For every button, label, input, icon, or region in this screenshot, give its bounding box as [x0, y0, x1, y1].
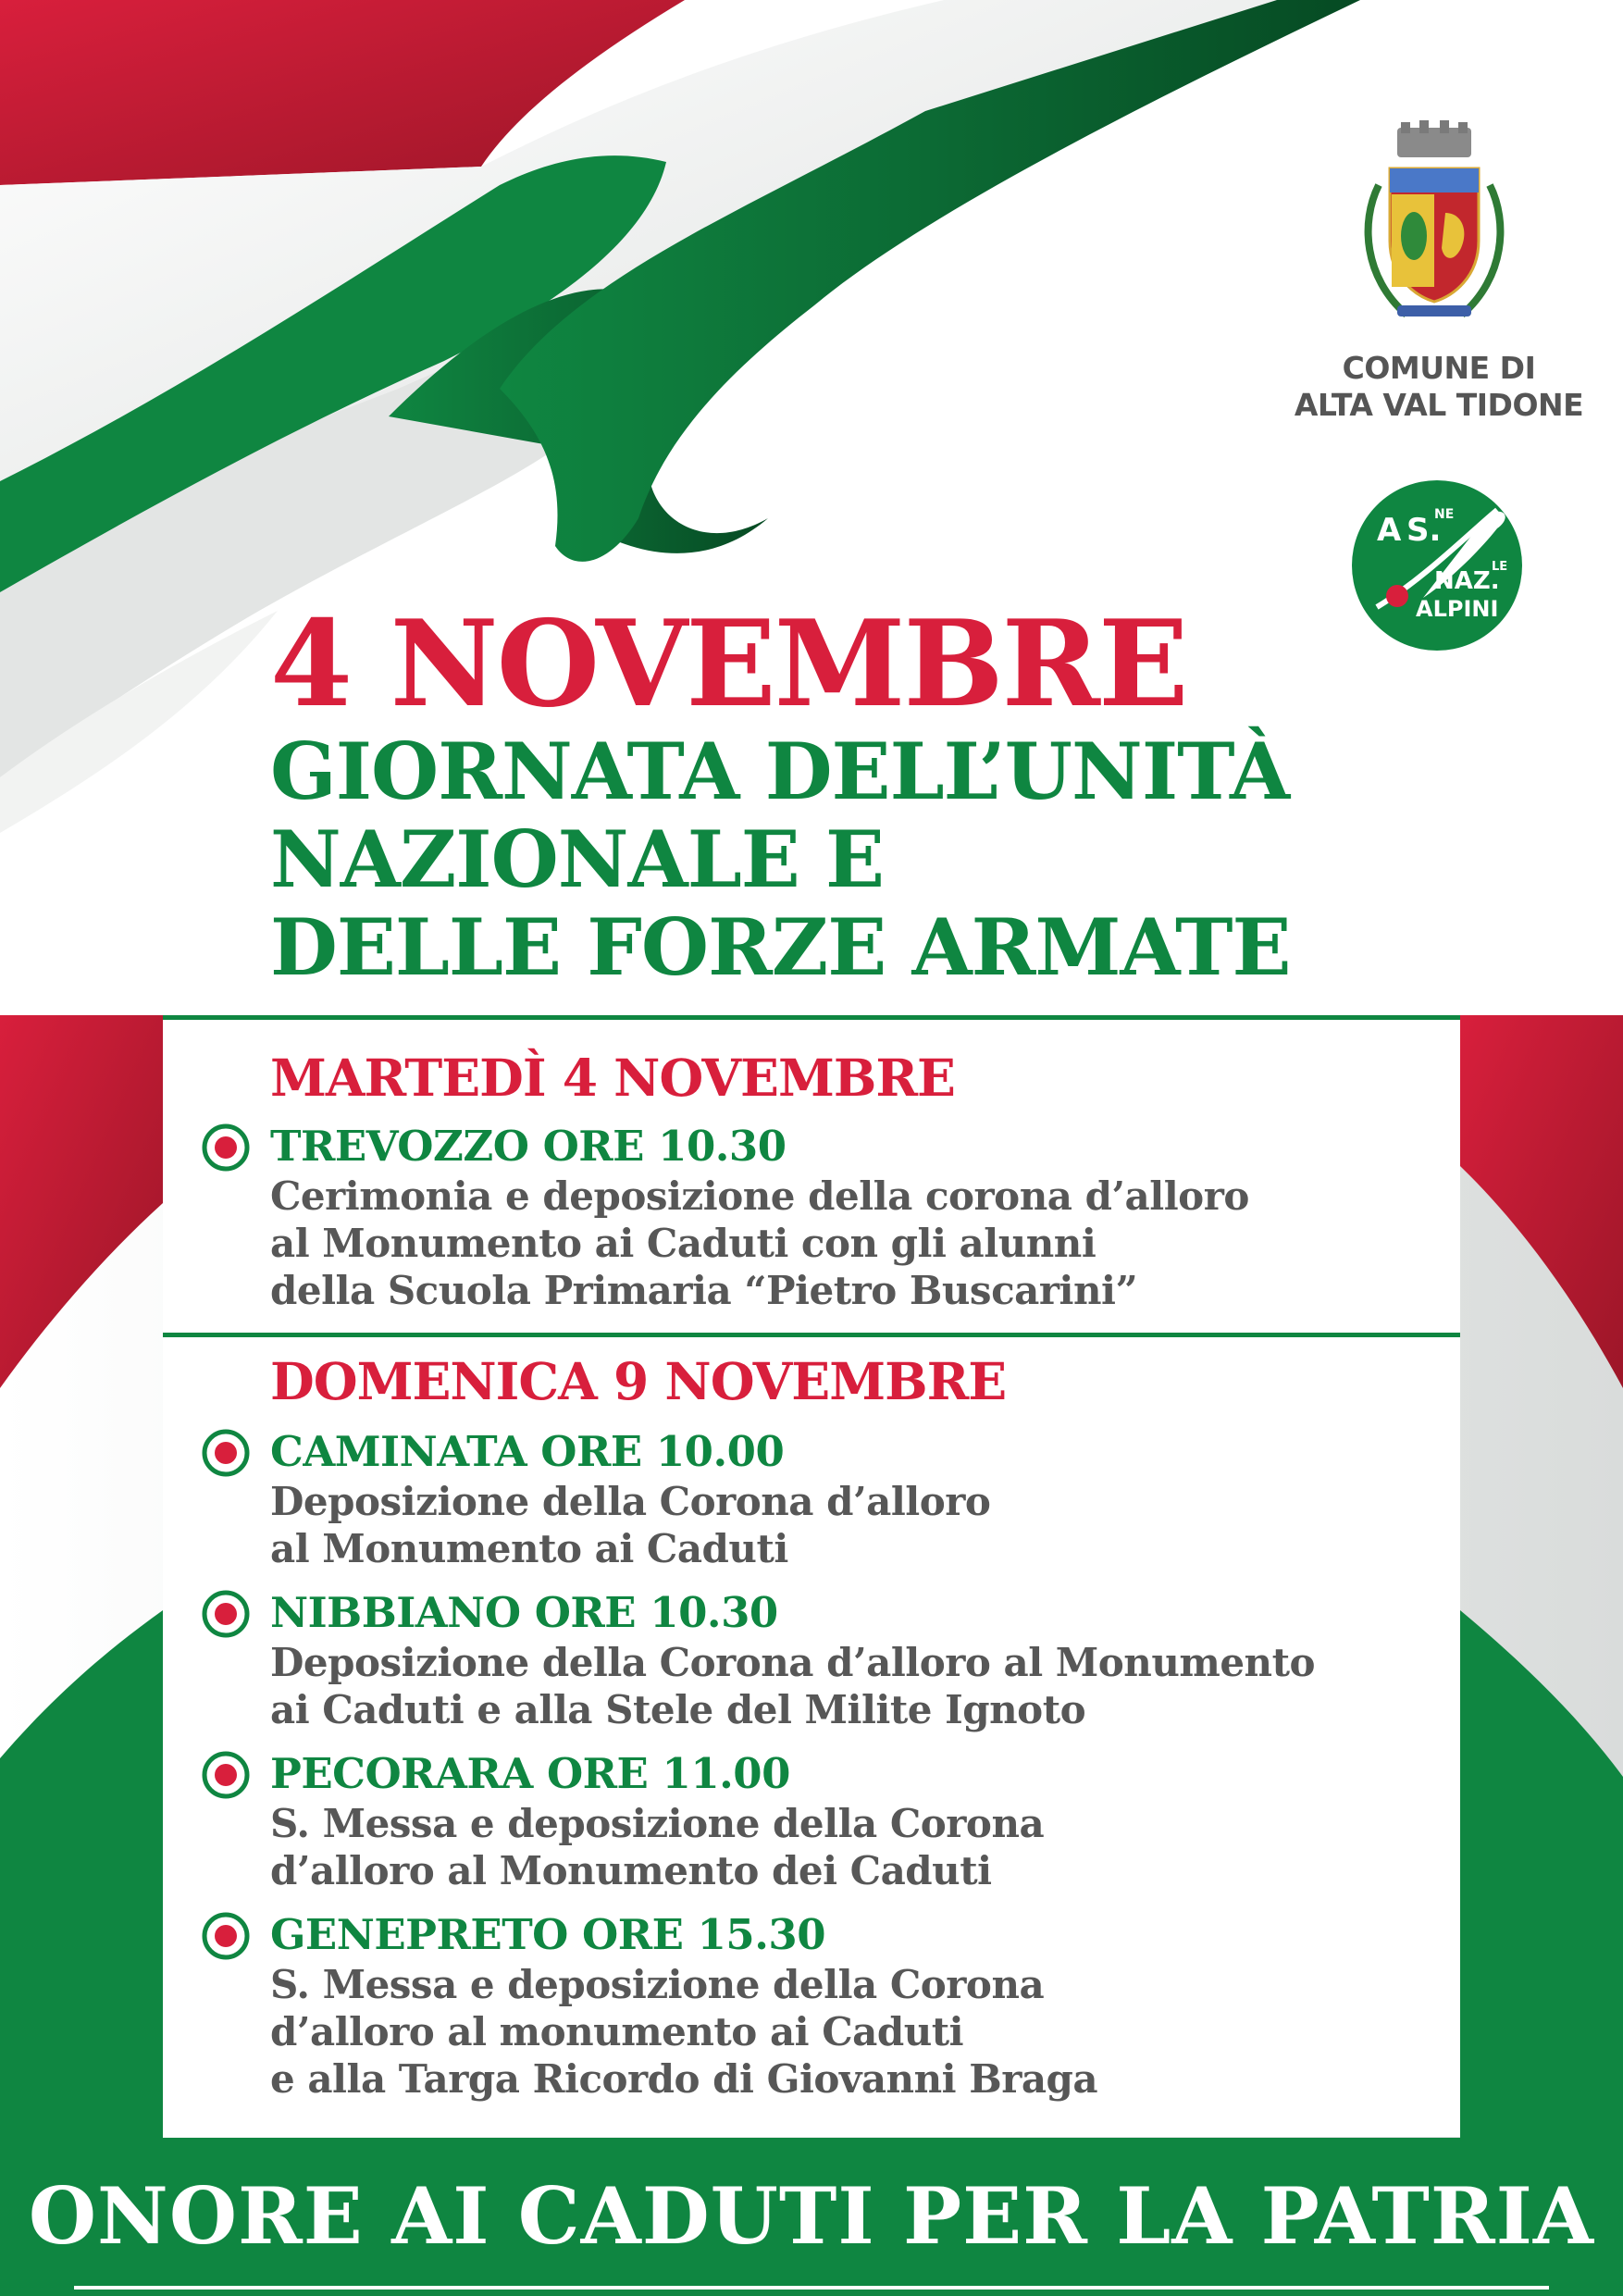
logo-text-s: S. [1406, 512, 1442, 549]
event-caminata-place: CAMINATA ORE 10.00 [270, 1427, 785, 1476]
event-nibbiano-place: NIBBIANO ORE 10.30 [270, 1588, 778, 1637]
logo-text-a: A [1377, 512, 1402, 549]
day1-heading: MARTEDÌ 4 NOVEMBRE [270, 1048, 955, 1108]
logo-text-naz: NAZ. [1434, 567, 1500, 595]
footer-rule [74, 2286, 1549, 2290]
event-pecorara-description [270, 1800, 1044, 1894]
logo-text-le: LE [1492, 560, 1508, 574]
logo-text-ne: NE [1434, 507, 1455, 522]
description-line: Deposizione della Corona d’alloro al Monumento [270, 1640, 1315, 1685]
description-line: Cerimonia e deposizione della corona d’alloro [270, 1173, 1249, 1219]
alpini-association-logo [1349, 478, 1525, 653]
municipality-line2: ALTA VAL TIDONE [1294, 387, 1584, 423]
logo-text-alpini: ALPINI [1416, 596, 1499, 622]
description-line: al Monumento ai Caduti con gli alunni [270, 1221, 1096, 1266]
event-trevozzo-description [270, 1173, 1249, 1314]
description-line: ai Caduti e alla Stele del Milite Ignoto [270, 1687, 1086, 1732]
bullet-icon [202, 1429, 250, 1477]
description-line: d’alloro al monumento ai Caduti [270, 2009, 964, 2054]
event-genepreto-description [270, 1961, 1097, 2103]
bullet-icon [202, 1123, 250, 1172]
description-line: S. Messa e deposizione della Corona [270, 1962, 1045, 2007]
event-caminata-description [270, 1478, 990, 1572]
description-line: e alla Targa Ricordo di Giovanni Braga [270, 2056, 1098, 2102]
bullet-icon [202, 1912, 250, 1960]
municipal-coat-of-arms-icon [1342, 120, 1527, 342]
subtitle-line3: DELLE FORZE ARMATE [270, 901, 1291, 993]
description-line: d’alloro al Monumento dei Caduti [270, 1848, 992, 1893]
event-nibbiano-description [270, 1639, 1315, 1733]
description-line: al Monumento ai Caduti [270, 1526, 788, 1571]
municipality-name [1277, 350, 1601, 424]
subtitle-line2: NAZIONALE E [270, 813, 885, 905]
description-line: Deposizione della Corona d’alloro [270, 1479, 991, 1524]
subtitle [270, 727, 1291, 991]
description-line: della Scuola Primaria “Pietro Buscarini” [270, 1268, 1138, 1313]
bullet-icon [202, 1751, 250, 1799]
subtitle-line1: GIORNATA DELL’UNITÀ [270, 726, 1290, 817]
bullet-icon [202, 1590, 250, 1638]
day-divider [163, 1333, 1460, 1337]
event-genepreto-place: GENEPRETO ORE 15.30 [270, 1910, 826, 1959]
event-pecorara-place: PECORARA ORE 11.00 [270, 1749, 790, 1798]
event-trevozzo-place: TREVOZZO ORE 10.30 [270, 1122, 787, 1171]
footer-slogan: ONORE AI CADUTI PER LA PATRIA [28, 2170, 1595, 2262]
main-title: 4 NOVEMBRE [270, 595, 1187, 734]
day2-heading: DOMENICA 9 NOVEMBRE [270, 1351, 1007, 1411]
municipality-line1: COMUNE DI [1342, 350, 1536, 386]
description-line: S. Messa e deposizione della Corona [270, 1801, 1045, 1846]
